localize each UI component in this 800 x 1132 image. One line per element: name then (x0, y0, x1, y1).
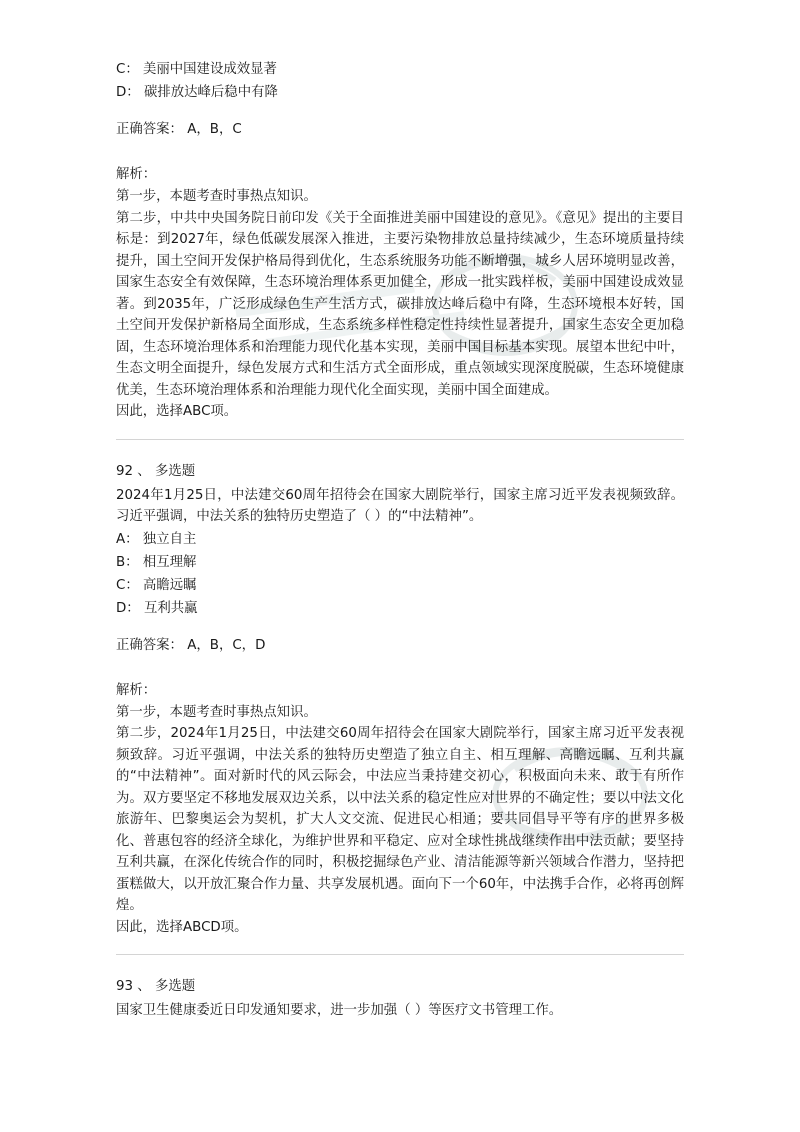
section-divider (116, 439, 684, 440)
question-93 (116, 975, 684, 1022)
question-stem: 2024年1月25日，中法建交60周年招待会在国家大剧院举行，国家主席习近平发表视频致辞。习近平强调，中法关系的独特历史塑造了（ ）的“中法精神”。 (116, 487, 684, 524)
option-c: C： 美丽中国建设成效显著 (116, 62, 277, 77)
question-header: 92 、 多选题 (116, 463, 196, 479)
analysis-label: 解析： (116, 167, 157, 182)
correct-answer: 正确答案： A，B，C (116, 122, 242, 137)
analysis-step-1: 第一步，本题考查时事热点知识。 (116, 189, 317, 204)
analysis-conclusion: 因此，选择ABCD项。 (116, 919, 248, 935)
question-92 (116, 460, 684, 939)
analysis-step-2: 第二步，2024年1月25日，中法建交60周年招待会在国家大剧院举行，国家主席习近平发表视频致辞。习近平强调，中法关系的独特历史塑造了独立自主、相互理解、高瞻远瞩、互利共赢的“中法精神”。面对新时代的风云际会，中法应当秉持建交初心，积极面向未来、敢于有所作为。双方要坚定不移地发展双边关系，以中法关系的稳定性应对世界的不确定性；要以中法文化旅游年、巴黎奥运会为契机，扩大人文交流、促进民心相通；要共同倡导平等有序的世界多极化、普惠包容的经济全球化，为维护世界和平稳定、应对全球性挑战继续作出中法贡献；要坚持互利共赢，在深化传统合作的同时，积极挖掘绿色产业、清洁能源等新兴领域合作潜力，坚持把蛋糕做大，以开放汇聚合作力量、共享发展机遇。面向下一个60年，中法携手合作，必将再创辉煌。 (116, 726, 684, 913)
correct-answer: 正确答案： A，B，C，D (116, 637, 266, 653)
option-d: D： 碳排放达峰后稳中有降 (116, 85, 278, 100)
section-divider (116, 954, 684, 955)
question-header: 93 、 多选题 (116, 979, 196, 994)
analysis-step-1: 第一步，本题考查时事热点知识。 (116, 704, 317, 720)
question-stem: 国家卫生健康委近日印发通知要求，进一步加强（ ）等医疗文书管理工作。 (116, 1003, 563, 1018)
previous-question-tail (116, 58, 684, 423)
option-c: C： 高瞻远瞩 (116, 577, 197, 593)
analysis-label: 解析： (116, 682, 157, 698)
document-page (116, 58, 684, 1022)
option-d: D： 互利共赢 (116, 600, 198, 616)
option-b: B： 相互理解 (116, 554, 197, 570)
analysis-conclusion: 因此，选择ABC项。 (116, 404, 238, 419)
analysis-step-2: 第二步，中共中央国务院日前印发《关于全面推进美丽中国建设的意见》。《意见》提出的主要目标是：到2027年，绿色低碳发展深入推进，主要污染物排放总量持续减少，生态环境质量持续提升，国土空间开发保护格局得到优化，生态系统服务功能不断增强，城乡人居环境明显改善，国家生态安全有效保障，生态环境治理体系更加健全，形成一批实践样板，美丽中国建设成效显著。到2035年，广泛形成绿色生产生活方式，碳排放达峰后稳中有降，生态环境根本好转，国土空间开发保护新格局全面形成，生态系统多样性稳定性持续性显著提升，国家生态安全更加稳固，生态环境治理体系和治理能力现代化基本实现，美丽中国目标基本实现。展望本世纪中叶，生态文明全面提升，绿色发展方式和生活方式全面形成，重点领域实现深度脱碳，生态环境健康优美，生态环境治理体系和治理能力现代化全面实现，美丽中国全面建成。 (116, 210, 684, 398)
option-a: A： 独立自主 (116, 531, 197, 547)
